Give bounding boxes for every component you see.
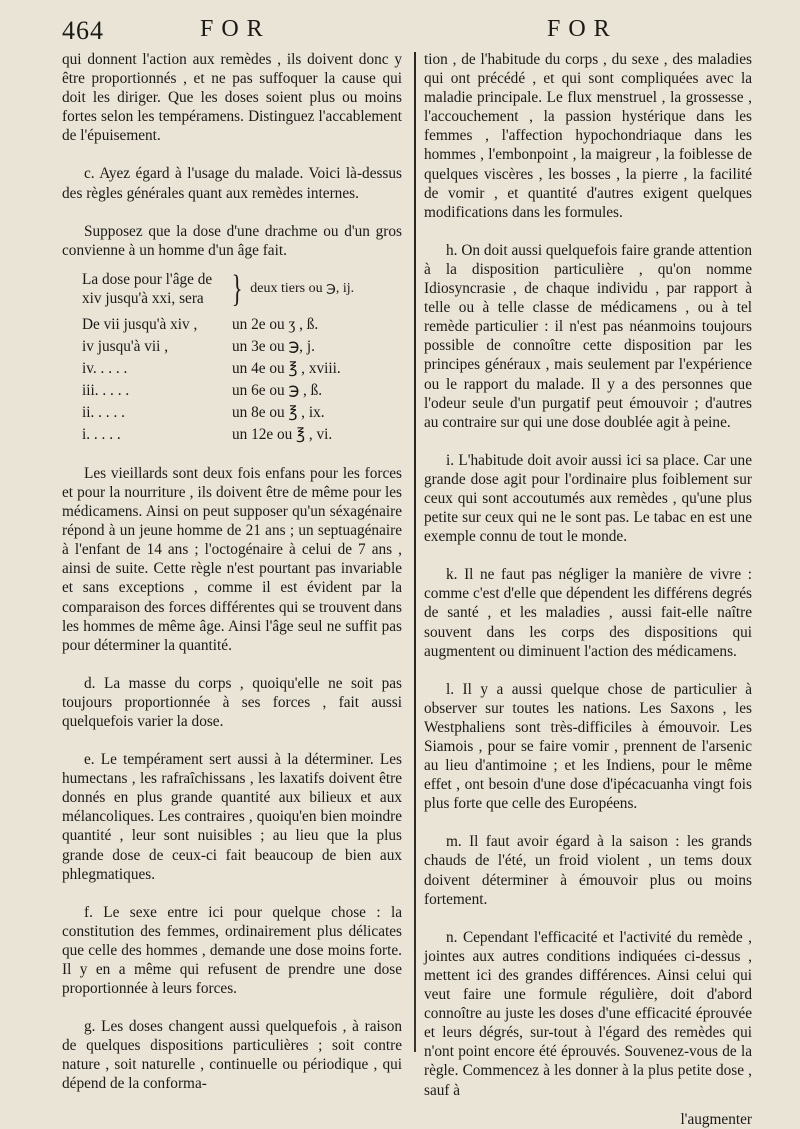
- paragraph-m: m. Il faut avoir égard à la saison : les grands chauds de l'été, un froid violent , un tems doux doivent déterminer à émouvoir plus ou moins fortement.: [424, 833, 752, 908]
- dose-age-label: La dose pour l'âge de xiv jusqu'à xxi, sera: [82, 270, 213, 307]
- column-divider: [414, 52, 416, 1052]
- dose-value: un 4e ou ℥ , xviii.: [232, 360, 341, 378]
- paragraph-f: f. Le sexe entre ici pour quelque chose : la constitution des femmes, ordinairement plus délicates que celle des hommes , demande une dose moins forte. Il y en a même qui refusent de prendre une dose proportionnée à leurs forces.: [62, 903, 402, 998]
- page-header: [62, 10, 780, 44]
- dose-row: [62, 358, 402, 380]
- dose-age: De vii jusqu'à xiv ,: [82, 316, 198, 334]
- paragraph-d: d. La masse du corps , quoiqu'elle ne soit pas toujours proportionnée à ses forces , fait aussi quelquefois varier la dose.: [62, 674, 402, 730]
- dose-age: iv. . . . .: [82, 360, 128, 378]
- dose-age: ii. . . . .: [82, 404, 125, 422]
- dose-value: un 2e ou ʒ , ß.: [232, 316, 319, 334]
- paragraph-c: c. Ayez égard à l'usage du malade. Voici là-dessus des règles générales quant aux remèdes internes.: [62, 165, 402, 202]
- dose-age: iv jusqu'à vii ,: [82, 338, 169, 356]
- paragraph-vieillards: Les vieillards sont deux fois enfans pour les forces et pour la nourriture , ils doivent être de même pour les médicamens. Ainsi on peut supposer qu'un séxagénaire répond à un jeune homme de 21 ans ; un septuagénaire à l'enfant de 14 ans ; l'octogénaire à celui de 7 ans , ainsi de suite. Cette règle n'est pourtant pas invariable et sans exceptions , comme il est évident par la comparaison des forces différentes qui se trouvent dans les hommes de même âge. Ainsi l'âge seul ne suffit pas pour déterminer la quantité.: [62, 464, 402, 654]
- paragraph-e: e. Le tempérament sert aussi à la déterminer. Les humectans , les rafraîchissans , les laxatifs doivent être donnés en plus grande quantité aux bilieux et aux mélancoliques. Les contraires , quoiqu'en bien moindre quantité , leur sont nuisibles ; au lieu que la plus grande dose de ceux-ci fait beaucoup de bien aux phlegmatiques.: [62, 751, 402, 883]
- running-head-right: FOR: [547, 16, 618, 42]
- dose-value: un 12e ou ℥ , vi.: [232, 426, 333, 444]
- dose-row-first: [62, 267, 402, 310]
- page-number: 464: [62, 16, 104, 45]
- paragraph-h: h. On doit aussi quelquefois faire grande attention à la disposition particulière , qu'on nomme Idiosyncrasie , de chaque individu , par rapport à telle ou à telle classe de médicamens , ou à tel remède particulier : il n'est pas néanmoins toujours possible de connoître cette disposition par les principes généraux , mais seulement par l'expérience ou le rapport du malade. Il y a des personnes que l'odeur seule d'un purgatif peut émouvoir ; d'autres au contraire sur qui une dose doublée agit à peine.: [424, 241, 752, 431]
- dose-row: [62, 336, 402, 358]
- dose-row: [62, 424, 402, 446]
- paragraph-g: g. Les doses changent aussi quelquefois , à raison de quelques dispositions particulières ; soit contre nature , soit naturelle , continuelle ou périodique , qui dépend de la conforma-: [62, 1018, 402, 1093]
- dose-value: un 3e ou ℈, j.: [232, 338, 315, 356]
- dose-row: [62, 402, 402, 424]
- dose-age: i. . . . .: [82, 426, 121, 444]
- brace-glyph: }: [231, 267, 243, 310]
- paragraph-continuation: qui donnent l'action aux remèdes , ils doivent donc y être proportionnés , et ne pas suffoquer la cause qui doit les diriger. Que les doses soient plus ou moins fortes selon les tempéramens. Distinguez l'accablement de l'épuisement.: [62, 51, 402, 145]
- right-column: [424, 50, 752, 1129]
- left-column: [62, 50, 402, 1113]
- dose-value: un 6e ou ℈ , ß.: [232, 382, 323, 400]
- paragraph-k: k. Il ne faut pas négliger la manière de vivre : comme c'est d'elle que dépendent les différens degrés de santé , et les maladies , aussi fait-elle naître souvent dans les corps des dispositions qui augmentent ou diminuent l'action des médicamens.: [424, 566, 752, 660]
- dose-value: un 8e ou ℥ , ix.: [232, 404, 325, 422]
- dose-age: iii. . . . .: [82, 382, 130, 400]
- paragraph-i: i. L'habitude doit avoir aussi ici sa place. Car une grande dose agit pour l'ordinaire plus foiblement sur ceux qui sont accoutumés aux remèdes , qu'une plus petite sur ceux qui ne le sont pas. Le tabac en est une exemple connu de tout le monde.: [424, 451, 752, 546]
- paragraph-continuation-right: tion , de l'habitude du corps , du sexe , des maladies qui ont précédé , et qui sont compliquées avec la maladie principale. Le flux menstruel , la grossesse , l'accouchement , la passion hystérique dans les femmes , l'affection hypochondriaque dans les hommes , l'embonpoint , la maigreur , la foiblesse de quelques viscères , les bosses , la pierre , la facilité de vomir , et quantité d'autres exigent quelques modifications dans les formules.: [424, 51, 752, 221]
- paragraph-suppose: Supposez que la dose d'une drachme ou d'un gros convienne à un homme d'un âge fait.: [62, 222, 402, 259]
- catchword: l'augmenter: [680, 1110, 752, 1128]
- paragraph-l: l. Il y a aussi quelque chose de particulier à observer sur toutes les nations. Les Saxons , les Westphaliens sont très-difficiles à émouvoir. Les Siamois , pour se faire vomir , prennent de l'arsenic au lieu d'antimoine ; et les Indiens, pour le même effet , ont besoin d'une dose d'ipécacuanha vingt fois plus forte que celle des Européens.: [424, 680, 752, 813]
- dose-value: deux tiers ou ℈, ij.: [250, 281, 355, 297]
- dose-row: [62, 380, 402, 402]
- dose-table: [62, 267, 402, 446]
- dose-row: [62, 314, 402, 336]
- running-head-left: FOR: [200, 16, 271, 42]
- paragraph-n: n. Cependant l'efficacité et l'activité du remède , jointes aux autres conditions indiquées ci-dessus , mettent ici des grandes différences. Ainsi celui qui veut faire une formule régulière, doit d'abord connoître au juste les doses d'une efficacité éprouvée et leurs dégrés, sur-tout à l'égard des remèdes qui n'ont point encore été éprouvés. Souvenez-vous de la règle. Commencez à les donner à la plus petite dose , sauf à: [424, 928, 752, 1099]
